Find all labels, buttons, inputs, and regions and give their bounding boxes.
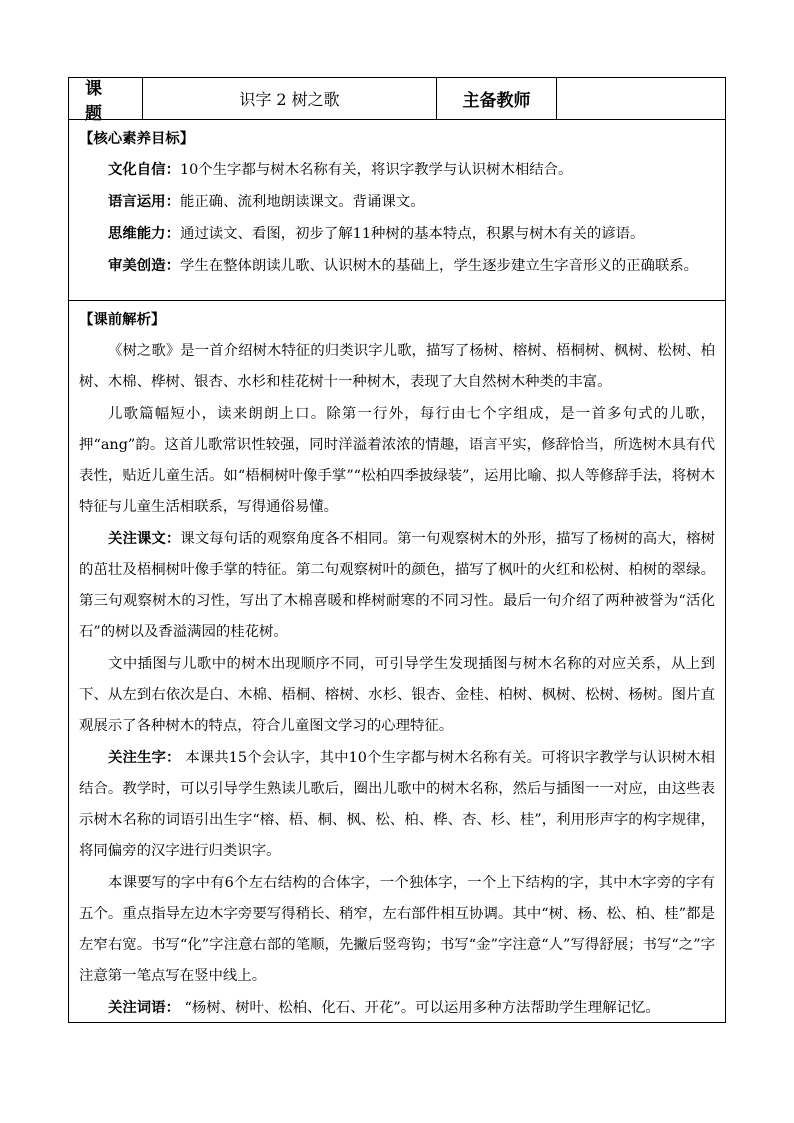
goal-label: 审美创造： [108, 257, 180, 274]
analysis-paragraph [79, 335, 715, 398]
analysis-paragraph [79, 742, 715, 867]
teacher-value [557, 78, 725, 119]
paragraph-text: “杨树、树叶、松柏、化石、开花”。可以运用多种方法帮助学生理解记忆。 [179, 1000, 660, 1016]
goal-item [79, 154, 715, 186]
paragraph-label: 关注生字： [108, 749, 181, 766]
analysis-paragraph [79, 648, 715, 742]
paragraph-label: 关注词语： [108, 999, 180, 1016]
analysis-title: 【课前解析】 [79, 311, 166, 328]
paragraph-text: 本课要写的字中有6个左右结构的合体字，一个独体字，一个上下结构的字，其中木字旁的字有五个。重点指导左边木字旁要写得稍长、稍窄，左右部件相互协调。其中“树、杨、松、柏、桂”都是左窄右宽。书写“化”字注意右部的笔顺，先撇后竖弯钩；书写“金”字注意“人”写得舒展；书写“之”字注意第一笔点写在竖中线上。 [79, 875, 715, 984]
lesson-title: 识字 2 树之歌 [143, 78, 437, 119]
goals-title: 【核心素养目标】 [79, 130, 195, 147]
analysis-paragraph [79, 398, 715, 523]
goal-item [79, 250, 715, 282]
header-row [69, 78, 725, 124]
goal-item [79, 218, 715, 250]
lesson-plan-table [68, 77, 726, 1023]
goal-text: 10个生字都与树木名称有关，将识字教学与认识树木相结合。 [179, 162, 573, 178]
goal-label: 文化自信： [108, 161, 180, 178]
paragraph-text: 课文每句话的观察角度各不相同。第一句观察树木的外形，描写了杨树的高大，榕树的茁壮及梧桐树叶像手掌的特征。第二句观察树叶的颜色，描写了枫叶的火红和松树、柏树的翠绿。第三句观察树木的习性，写出了木棉喜暖和桦树耐寒的不同习性。最后一句介绍了两种被誉为“活化石”的树以及香溢满园的桂花树。 [79, 531, 715, 640]
goal-text: 学生在整体朗读儿歌、认识树木的基础上，学生逐步建立生字音形义的正确联系。 [179, 258, 699, 274]
paragraph-text: 本课共15个会认字，其中10个生字都与树木名称有关。可将识字教学与认识树木相结合。教学时，可以引导学生熟读儿歌后，圈出儿歌中的树木名称，然后与插图一一对应，由这些表示树木名称的词语引出生字“榕、梧、桐、枫、松、柏、桦、杏、杉、桂”，利用形声字的构字规律，将同偏旁的汉字进行归类识字。 [79, 750, 715, 859]
goal-text: 能正确、流利地朗读课文。背诵课文。 [179, 194, 425, 210]
goal-label: 思维能力： [108, 225, 180, 242]
lesson-label: 课 题 [69, 78, 143, 119]
analysis-section [69, 301, 725, 1023]
goal-text: 通过读文、看图，初步了解11种树的基本特点，积累与树木有关的谚语。 [179, 226, 645, 242]
teacher-label: 主备教师 [437, 78, 557, 119]
paragraph-text: 文中插图与儿歌中的树木出现顺序不同，可引导学生发现插图与树木名称的对应关系，从上到下、从左到右依次是白、木棉、梧桐、榕树、水杉、银杏、金桂、柏树、枫树、松树、杨树。图片直观展示了各种树木的特点，符合儿童图文学习的心理特征。 [79, 656, 715, 734]
goal-item [79, 186, 715, 218]
analysis-paragraph [79, 992, 715, 1024]
paragraph-text: 儿歌篇幅短小，读来朗朗上口。除第一行外，每行由七个字组成，是一首多句式的儿歌，押“ang”韵。这首儿歌常识性较强，同时洋溢着浓浓的情趣，语言平实，修辞恰当，所选树木具有代表性，贴近儿童生活。如“梧桐树叶像手掌”“松柏四季披绿装”，运用比喻、拟人等修辞手法，将树木特征与儿童生活相联系，写得通俗易懂。 [79, 406, 715, 515]
analysis-paragraph [79, 867, 715, 992]
analysis-paragraph [79, 523, 715, 648]
goal-label: 语言运用： [108, 193, 180, 210]
goals-section [69, 120, 725, 301]
paragraph-text: 《树之歌》是一首介绍树木特征的归类识字儿歌，描写了杨树、榕树、梧桐树、枫树、松树、柏树、木棉、桦树、银杏、水杉和桂花树十一种树木，表现了大自然树木种类的丰富。 [79, 343, 715, 390]
paragraph-label: 关注课文： [108, 530, 181, 547]
